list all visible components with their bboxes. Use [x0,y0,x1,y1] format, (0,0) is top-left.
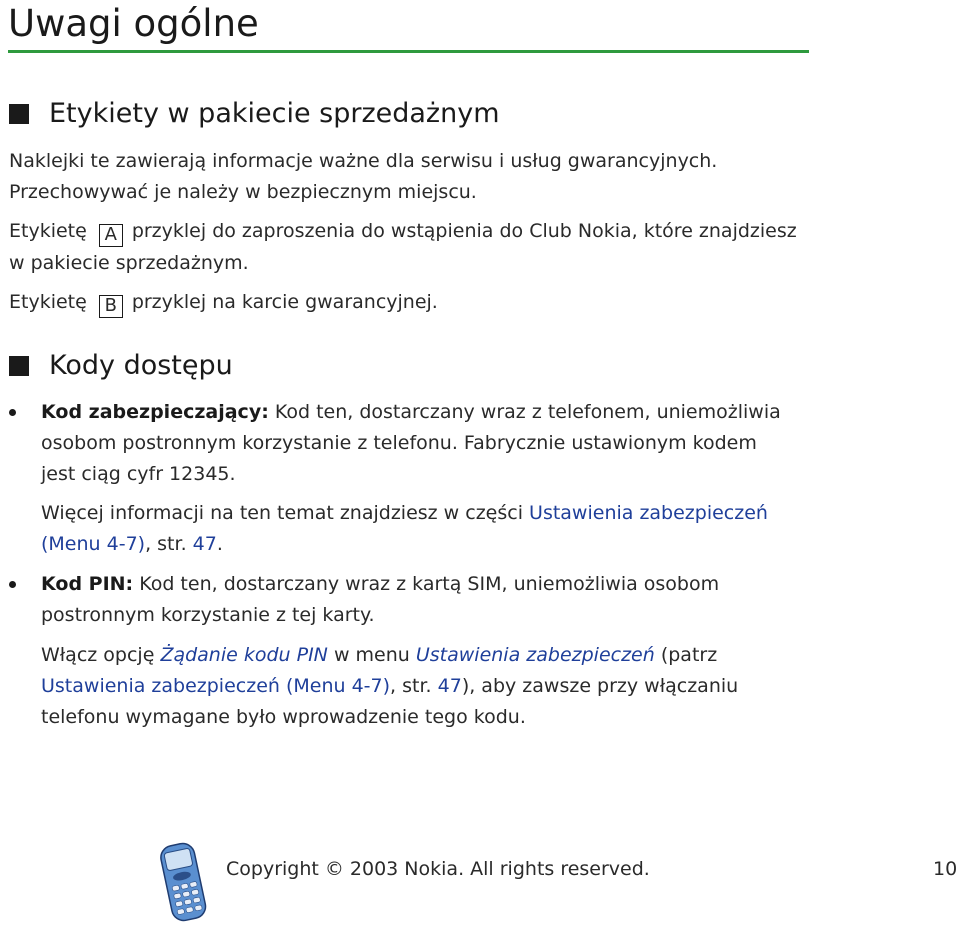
page-number: 10 [933,858,958,880]
paragraph-line: Przechowywać je należy w bezpiecznym miejscu. [9,181,477,203]
link-menu-4-7[interactable]: (Menu 4-7) [41,533,146,555]
page-title: Uwagi ogólne [8,2,259,45]
label-b-line [9,287,438,318]
label-b-prefix: Etykietę [9,291,87,313]
term-pin-code: Kod PIN: [41,573,134,595]
menu-security-settings[interactable]: Ustawienia zabezpieczeń [415,644,655,666]
paragraph-line: w pakiecie sprzedażnym. [9,252,249,274]
security-code-line1: Kod zabezpieczający: Kod ten, dostarczany wraz z telefonem, uniemożliwia [41,401,781,423]
square-bullet-icon [9,356,29,376]
bullet-dot-icon [9,581,16,588]
link-security-settings-menu[interactable]: Ustawienia zabezpieczeń (Menu 4-7) [41,675,391,697]
term-security-code: Kod zabezpieczający: [41,401,269,423]
label-a-suffix: przyklej do zaproszenia do wstąpienia do Club Nokia, które znajdziesz [131,220,797,242]
more-info-line1: Więcej informacji na ten temat znajdziesz w części Ustawienia zabezpieczeń [41,502,768,524]
pin-code-line1: Kod PIN: Kod ten, dostarczany wraz z kartą SIM, uniemożliwia osobom [41,573,720,595]
footer-copyright: Copyright © 2003 Nokia. All rights reserved. [226,858,650,880]
label-b-box-icon: B [99,295,123,318]
link-page-47[interactable]: 47 [192,533,217,555]
label-b-suffix: przyklej na karcie gwarancyjnej. [131,291,438,313]
paragraph-line: telefonu wymagane było wprowadzenie tego kodu. [41,706,526,728]
label-a-line [9,216,797,247]
label-a-prefix: Etykietę [9,220,87,242]
paragraph-line: osobom postronnym korzystanie z telefonu. Fabrycznie ustawionym kodem [41,432,757,454]
link-security-settings[interactable]: Ustawienia zabezpieczeń [529,502,768,524]
enable-pin-line1: Włącz opcję Żądanie kodu PIN w menu Ustawienia zabezpieczeń (patrz [41,644,718,666]
paragraph-line: jest ciąg cyfr 12345. [41,463,236,485]
section-heading-access-codes [9,350,233,381]
paragraph-line: Naklejki te zawierają informacje ważne dla serwisu i usług gwarancyjnych. [9,150,718,172]
option-pin-request[interactable]: Żądanie kodu PIN [160,644,328,666]
label-a-box-icon: A [99,224,123,247]
more-info-line2: (Menu 4-7), str. 47. [41,533,223,555]
enable-pin-line2: Ustawienia zabezpieczeń (Menu 4-7), str. 47), aby zawsze przy włączaniu [41,675,739,697]
section-heading-text: Etykiety w pakiecie sprzedażnym [49,98,500,129]
bullet-dot-icon [9,409,16,416]
paragraph-line: postronnym korzystanie z tej karty. [41,604,375,626]
nokia-phone-icon [152,840,214,922]
section-heading-labels [9,98,500,129]
link-page-47[interactable]: 47 [437,675,462,697]
square-bullet-icon [9,104,29,124]
section-heading-text: Kody dostępu [49,350,233,381]
title-rule [8,50,809,53]
